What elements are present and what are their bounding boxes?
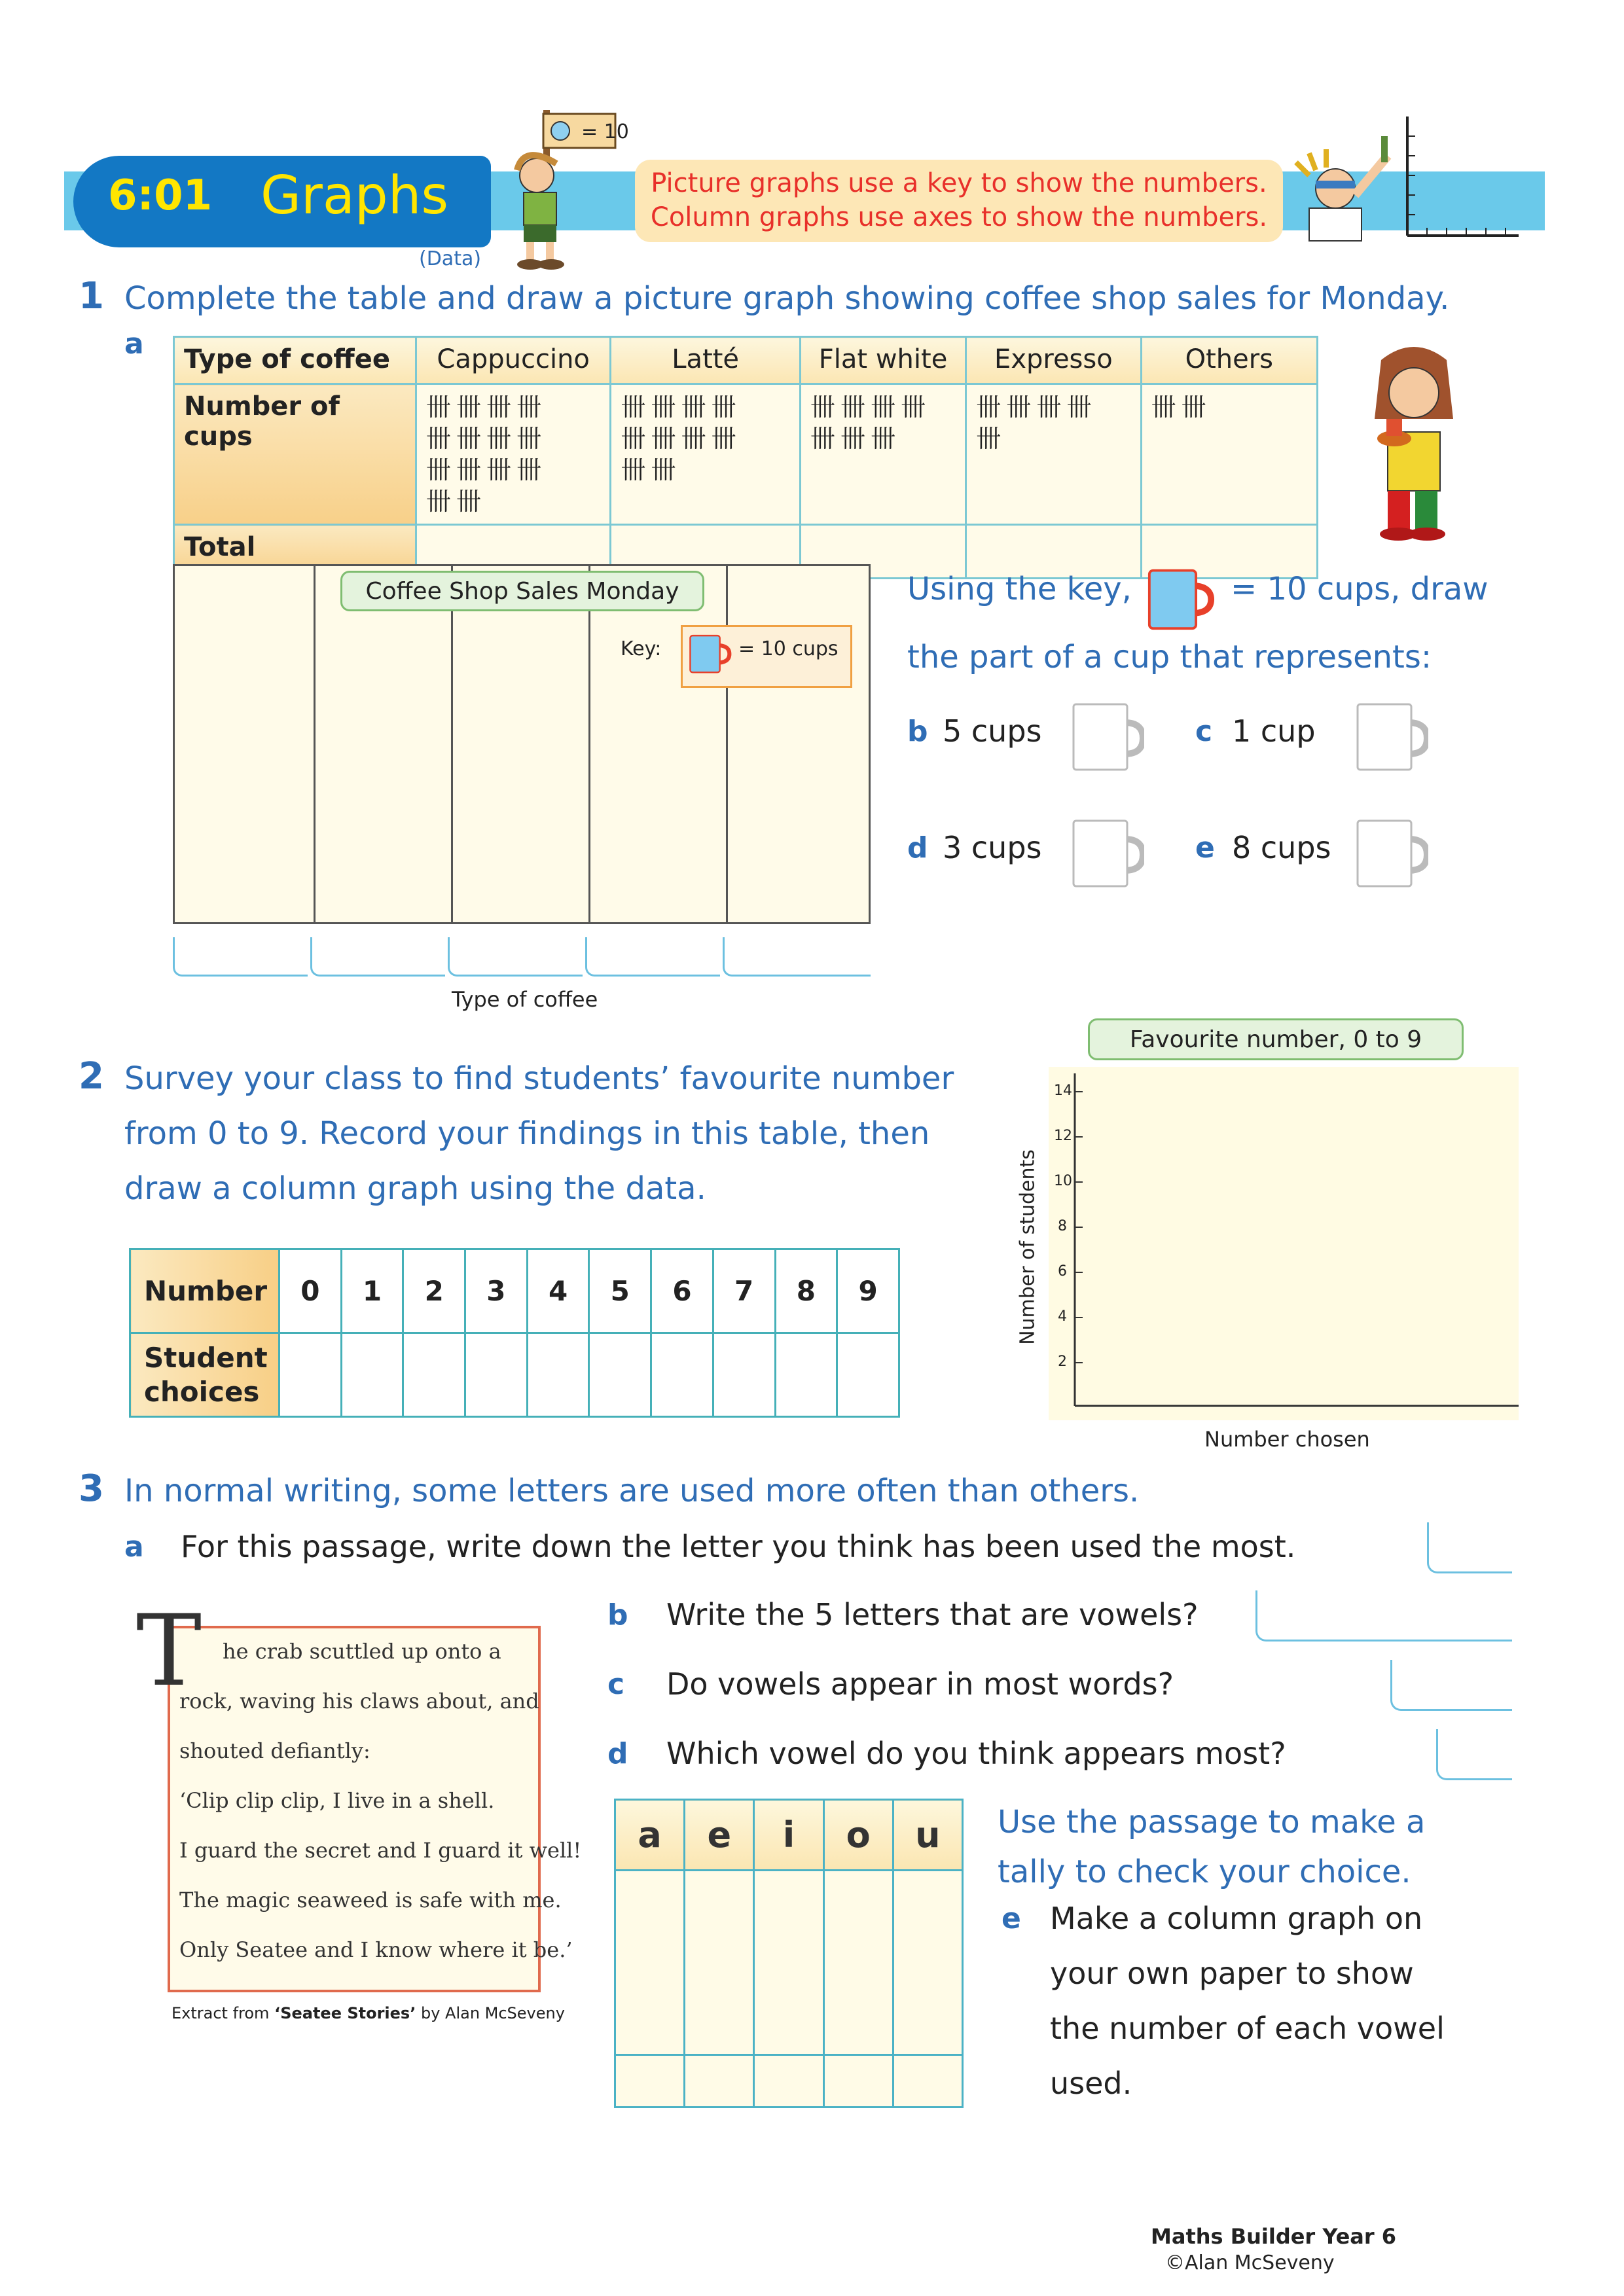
tally-marks: 卌 卌 卌 卌 卌 卌 卌 [810, 393, 925, 453]
passage-dropcap: T [136, 1594, 202, 1708]
question-3e-line: the number of each vowel [1050, 2011, 1445, 2046]
vowel-header-u: u [893, 1800, 962, 1871]
row-label-total: Total [174, 525, 416, 579]
vowel-header-a: a [615, 1800, 685, 1871]
passage-line: rock, waving his claws about, and [179, 1689, 539, 1713]
part-d-text: 3 cups [943, 830, 1042, 865]
question-3a-text: For this passage, write down the letter you think has been used the most. [181, 1529, 1296, 1564]
vowel-tally-input[interactable] [823, 1871, 893, 2055]
choice-input[interactable] [403, 1333, 465, 1417]
empty-cup-icon[interactable] [1355, 702, 1428, 772]
category-label-box-4[interactable] [585, 937, 720, 977]
number-cell: 4 [527, 1249, 589, 1333]
row-label-number: Number [130, 1249, 280, 1333]
question-3d-text: Which vowel do you think appears most? [666, 1736, 1286, 1771]
category-label-box-3[interactable] [448, 937, 583, 977]
row-label-student-choices: Student choices [130, 1333, 280, 1417]
empty-cup-icon[interactable] [1071, 702, 1144, 772]
tally-marks: 卌 卌 [1151, 393, 1205, 422]
picture-graph-column-divider [588, 566, 590, 922]
choice-input[interactable] [341, 1333, 403, 1417]
column-expresso: Expresso [966, 337, 1141, 384]
column-others: Others [1141, 337, 1317, 384]
vowel-tally-input[interactable] [893, 1871, 962, 2055]
column-latte: Latté [611, 337, 800, 384]
column-cappuccino: Cappuccino [416, 337, 611, 384]
question-3e-line: Make a column graph on [1050, 1901, 1423, 1936]
question-2-line-2: from 0 to 9. Record your findings in this table, then [124, 1115, 930, 1152]
question-1-text: Complete the table and draw a picture graph showing coffee shop sales for Monday. [124, 280, 1450, 317]
passage-line: I guard the secret and I guard it well! [179, 1838, 582, 1863]
choice-input[interactable] [527, 1333, 589, 1417]
y-tick-label: 4 [1058, 1308, 1067, 1325]
tally-marks: 卌 卌 卌 卌 卌 [976, 393, 1091, 453]
vowel-tally-input[interactable] [615, 1871, 685, 2055]
choice-input[interactable] [280, 1333, 342, 1417]
section-number: 6:01 [108, 171, 213, 220]
picture-graph-frame [173, 564, 871, 924]
category-label-box-5[interactable] [723, 937, 871, 977]
question-3b-text: Write the 5 letters that are vowels? [666, 1597, 1199, 1632]
y-axis-label: Number of students [1016, 1149, 1039, 1345]
tally-instruction-2: tally to check your choice. [998, 1854, 1411, 1890]
column-flat-white: Flat white [800, 337, 965, 384]
info-line-1: Picture graphs use a key to show the numbers. [651, 168, 1267, 198]
number-cell: 1 [341, 1249, 403, 1333]
answer-box-3a[interactable] [1427, 1522, 1512, 1573]
mini-axes-icon [1401, 117, 1519, 238]
question-3b-letter: b [607, 1598, 628, 1632]
vowel-total-input[interactable] [615, 2055, 685, 2108]
passage-line: shouted defiantly: [179, 1738, 370, 1763]
number-cell: 2 [403, 1249, 465, 1333]
extract-author: by Alan McSeveny [416, 2004, 565, 2022]
choice-input[interactable] [775, 1333, 837, 1417]
vowel-total-input[interactable] [754, 2055, 823, 2108]
question-2-number: 2 [79, 1055, 104, 1098]
part-e-letter: e [1195, 831, 1215, 865]
cup-icon [1144, 564, 1218, 632]
vowel-tally-table [614, 1799, 964, 2108]
tally-cappuccino [416, 384, 611, 525]
number-cell: 6 [651, 1249, 713, 1333]
choice-input[interactable] [713, 1333, 775, 1417]
y-tick-label: 2 [1058, 1354, 1067, 1370]
vowel-total-input[interactable] [893, 2055, 962, 2108]
passage-line: he crab scuttled up onto a [223, 1639, 501, 1664]
category-label-box-1[interactable] [173, 937, 308, 977]
scientist-illustration [1283, 117, 1414, 247]
tally-expresso [966, 384, 1141, 525]
passage-line: The magic seaweed is safe with me. [179, 1888, 562, 1912]
picture-graph-column-divider [314, 566, 316, 922]
choice-input[interactable] [651, 1333, 713, 1417]
extract-prefix: Extract from [171, 2004, 275, 2022]
part-d-letter: d [907, 831, 928, 865]
empty-cup-icon[interactable] [1355, 818, 1428, 889]
using-key-text-2: = 10 cups, draw [1231, 571, 1489, 607]
girl-with-coffee-illustration [1355, 340, 1473, 543]
clock-icon [551, 122, 569, 140]
vowel-header-e: e [685, 1800, 754, 1871]
number-cell: 9 [837, 1249, 899, 1333]
page-title: Graphs [261, 165, 449, 226]
number-cell: 7 [713, 1249, 775, 1333]
column-graph-title: Favourite number, 0 to 9 [1088, 1018, 1464, 1060]
passage-line: Only Seatee and I know where it be.’ [179, 1937, 573, 1962]
tally-flat-white [800, 384, 965, 525]
category-label-box-2[interactable] [310, 937, 445, 977]
vowel-total-input[interactable] [685, 2055, 754, 2108]
x-axis-label-type-of-coffee: Type of coffee [452, 987, 598, 1012]
number-cell: 5 [589, 1249, 651, 1333]
vowel-header-i: i [754, 1800, 823, 1871]
question-3c-letter: c [607, 1668, 625, 1701]
tally-marks: 卌 卌 卌 卌 卌 卌 卌 卌 卌 卌 [621, 393, 735, 484]
vowel-tally-input[interactable] [685, 1871, 754, 2055]
favourite-number-table [129, 1248, 900, 1418]
part-c-text: 1 cup [1232, 713, 1316, 749]
question-3d-letter: d [607, 1737, 628, 1770]
key-sign-value: = 10 [581, 120, 629, 143]
picture-graph-title: Coffee Shop Sales Monday [340, 571, 704, 611]
y-tick-label: 12 [1054, 1128, 1072, 1144]
using-key-text-3: the part of a cup that represents: [907, 639, 1432, 675]
y-tick-label: 14 [1054, 1083, 1072, 1099]
vowel-header-o: o [823, 1800, 893, 1871]
vowel-total-input[interactable] [823, 2055, 893, 2108]
key-value: = 10 cups [738, 637, 839, 660]
question-2-line-3: draw a column graph using the data. [124, 1170, 706, 1207]
part-e-text: 8 cups [1232, 830, 1331, 865]
part-b-text: 5 cups [943, 713, 1042, 749]
question-3e-line: your own paper to show [1050, 1956, 1414, 1991]
column-graph-area[interactable] [1049, 1067, 1519, 1420]
y-tick-label: 8 [1058, 1218, 1067, 1234]
part-c-letter: c [1195, 715, 1213, 748]
choice-input[interactable] [465, 1333, 528, 1417]
question-3a-letter: a [124, 1530, 144, 1564]
question-3-text: In normal writing, some letters are used more often than others. [124, 1473, 1140, 1509]
info-line-2: Column graphs use axes to show the numbers. [650, 202, 1268, 232]
number-cell: 8 [775, 1249, 837, 1333]
part-b-letter: b [907, 715, 928, 748]
empty-cup-icon[interactable] [1071, 818, 1144, 889]
cup-icon [687, 632, 733, 675]
question-1-number: 1 [79, 275, 104, 317]
key-label: Key: [621, 637, 662, 660]
number-cell: 3 [465, 1249, 528, 1333]
picture-graph-column-divider [726, 566, 728, 922]
choice-input[interactable] [589, 1333, 651, 1417]
tally-others [1141, 384, 1317, 525]
question-3c-text: Do vowels appear in most words? [666, 1666, 1174, 1702]
footer-copyright: ©Alan McSeveny [1165, 2251, 1335, 2274]
footer-book-title: Maths Builder Year 6 [1151, 2224, 1397, 2249]
using-key-text-1: Using the key, [907, 571, 1132, 607]
tally-marks: 卌 卌 卌 卌 卌 卌 卌 卌 卌 卌 卌 卌 卌 卌 [425, 393, 541, 516]
x-axis-label-number-chosen: Number chosen [1204, 1427, 1370, 1452]
answer-box-3c[interactable] [1390, 1660, 1512, 1711]
y-tick-label: 6 [1058, 1263, 1067, 1280]
tally-latte [611, 384, 800, 525]
extract-credit [171, 2004, 565, 2022]
number-cell: 0 [280, 1249, 342, 1333]
passage-line: ‘Clip clip clip, I live in a shell. [179, 1788, 495, 1813]
coffee-tally-table [173, 336, 1318, 579]
question-2-line-1: Survey your class to find students’ favourite number [124, 1060, 954, 1097]
answer-box-3d[interactable] [1436, 1729, 1512, 1780]
y-tick-label: 10 [1054, 1173, 1072, 1189]
table-header-type: Type of coffee [174, 337, 416, 384]
info-box [635, 160, 1283, 242]
extract-title: ‘Seatee Stories’ [274, 2004, 416, 2022]
answer-box-3b[interactable] [1255, 1590, 1512, 1641]
question-1a-letter: a [124, 327, 144, 361]
question-3e-letter: e [1001, 1902, 1021, 1935]
tally-instruction-1: Use the passage to make a [998, 1804, 1426, 1840]
choice-input[interactable] [837, 1333, 899, 1417]
picture-graph-column-divider [451, 566, 453, 922]
question-3e-line: used. [1050, 2066, 1132, 2101]
column-graph-axes [1049, 1067, 1519, 1420]
vowel-tally-input[interactable] [754, 1871, 823, 2055]
subject-label: (Data) [419, 247, 482, 270]
question-3-number: 3 [79, 1467, 104, 1510]
row-label-number-of-cups: Number of cups [174, 384, 416, 525]
